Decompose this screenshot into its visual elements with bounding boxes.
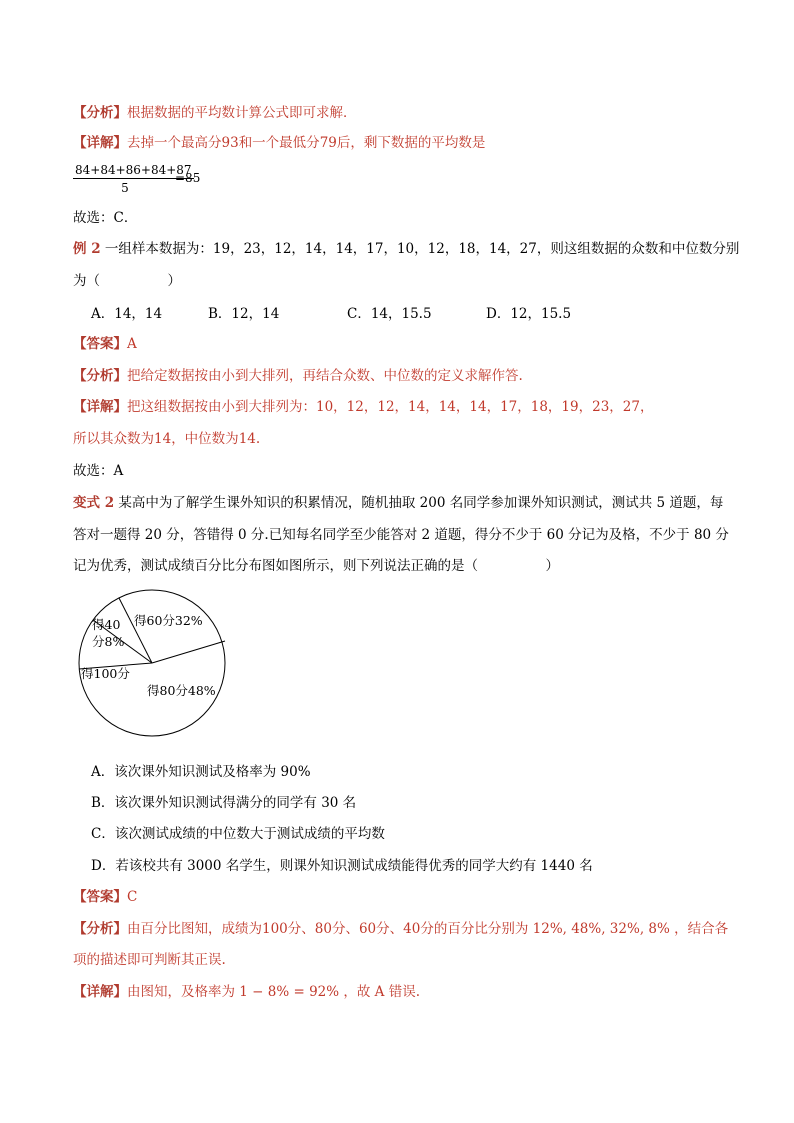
sep-1: 分、 (287, 921, 315, 937)
answer-value-2: C (127, 889, 138, 905)
answer-value: A (127, 336, 137, 352)
variant-2-text-a: 某高中为了解学生课外知识的积累情况，随机抽取 200 名同学参加课外知识测试，测试共 5 道题，每 (118, 495, 724, 511)
answer-line-2 (73, 888, 137, 906)
mode-text: 所以其众数为 (73, 431, 154, 447)
example-2-line-2: 为（ ） (73, 273, 181, 289)
choice-b: B．该次课外知识测试得满分的同学有 30 名 (91, 795, 357, 811)
sep-3: 分、 (376, 921, 404, 937)
pie-label-100: 得100分 (81, 666, 130, 681)
detail-text-c: 和一个最低分 (238, 135, 320, 151)
detail-tag-2: 【详解】 (73, 399, 127, 415)
mode-value: 14 (154, 431, 172, 447)
analysis-text: 根据数据的平均数计算公式即可求解． (127, 105, 357, 121)
choice-a: A．该次课外知识测试及格率为 90% (91, 764, 311, 780)
fraction-result: =85 (175, 171, 201, 185)
pie-label-40-line1: 得40 (92, 617, 121, 632)
pie-divider-40-60 (119, 598, 152, 663)
fraction-denominator: 5 (121, 181, 129, 195)
analysis-3-text-i: 分的百分比分别为 12%, 48%, 32%, 8% ，结合各 (420, 921, 729, 937)
example-2-text: 一组样本数据为：19，23，12，14，14，17，10，12，18，14，27，则这组数据的众数和中位数分别 (104, 241, 740, 257)
analysis-tag-2: 【分析】 (73, 368, 127, 384)
variant-2-label: 变式 2 (73, 495, 115, 511)
fraction-numerator: 84+84+86+84+87 (75, 163, 192, 177)
variant-2-line-3: 记为优秀，测试成绩百分比分布图如图所示，则下列说法正确的是（ ） (73, 558, 559, 574)
option-a: A．14，14 (91, 306, 163, 322)
example-2-label: 例 2 (73, 241, 101, 257)
option-b: B．12，14 (208, 306, 280, 322)
option-c: C．14，15.5 (347, 306, 432, 322)
pie-label-80: 得80分48% (147, 683, 216, 698)
detail-line-2 (73, 398, 653, 416)
period: . (255, 431, 261, 447)
variant-2-line-1 (73, 494, 723, 512)
answer-select-1: 故选：C． (73, 210, 138, 226)
score-80: 80 (314, 921, 332, 937)
detail-text-a: 去掉一个最高分 (127, 135, 222, 151)
answer-line-1 (73, 335, 137, 353)
sorted-data: 10，12，12，14，14，14，17，18，19，23，27， (316, 399, 654, 415)
detail-3-text: 由图知，及格率为 1 − 8% = 92% ，故 A 错误. (127, 984, 421, 1000)
score-40: 40 (403, 921, 421, 937)
analysis-line-4 (73, 951, 226, 969)
detail-min-score: 79 (319, 135, 337, 151)
analysis-3-text-a: 由百分比图知，成绩为 (127, 921, 262, 937)
sep-2: 分、 (331, 921, 359, 937)
score-100: 100 (262, 921, 288, 937)
median-text: ，中位数为 (171, 431, 239, 447)
analysis-3-text-j: 项的描述即可判断其正误. (73, 952, 226, 968)
mean-fraction (73, 163, 201, 195)
detail-line-3 (73, 430, 260, 448)
option-d: D．12，15.5 (486, 306, 572, 322)
pie-label-60: 得60分32% (134, 613, 203, 628)
analysis-tag-3: 【分析】 (73, 921, 127, 937)
answer-select-2: 故选：A (73, 463, 124, 479)
pie-chart (72, 589, 244, 739)
answer-tag-2: 【答案】 (73, 889, 127, 905)
answer-tag: 【答案】 (73, 336, 127, 352)
score-60: 60 (358, 921, 377, 937)
detail-text-e: 后，剩下数据的平均数是 (336, 135, 486, 151)
detail-line-1 (73, 134, 485, 152)
analysis-tag: 【分析】 (73, 105, 127, 121)
analysis-line-3 (73, 920, 728, 938)
detail-max-score: 93 (221, 135, 239, 151)
detail-text-2a: 把这组数据按由小到大排列为： (127, 399, 316, 415)
choice-c: C．该次测试成绩的中位数大于测试成绩的平均数 (91, 826, 385, 842)
analysis-line-1 (73, 104, 357, 122)
variant-2-line-2: 答对一题得 20 分，答错得 0 分.已知每名同学至少能答对 2 道题，得分不少于 60 分记为及格，不少于 80 分 (73, 527, 729, 543)
detail-line-4 (73, 983, 420, 1001)
choice-d: D．若该校共有 3000 名学生，则课外知识测试成绩能得优秀的同学大约有 1440 名 (91, 858, 593, 874)
pie-label-40-line2: 分8% (92, 634, 125, 649)
detail-tag-3: 【详解】 (73, 984, 127, 1000)
analysis-line-2 (73, 367, 523, 385)
analysis-text-2: 把给定数据按由小到大排列，再结合众数、中位数的定义求解作答. (127, 368, 523, 384)
example-2-line-1 (73, 240, 739, 258)
pie-divider-60-80 (152, 641, 225, 663)
detail-tag: 【详解】 (73, 135, 127, 151)
median-value: 14 (238, 431, 256, 447)
